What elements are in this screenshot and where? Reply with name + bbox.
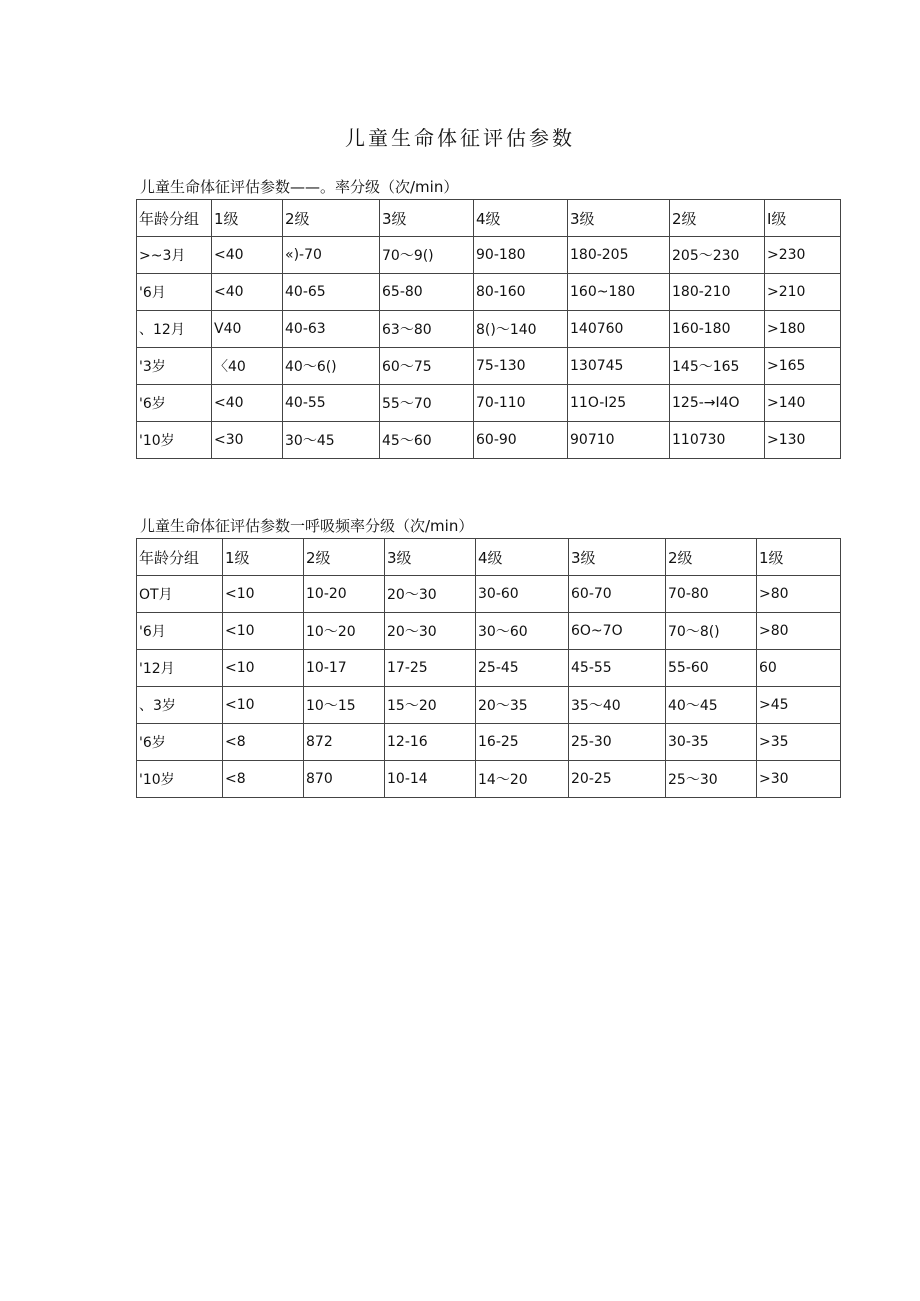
- table-cell: 8()～140: [474, 311, 568, 348]
- table-cell: 25～30: [666, 761, 757, 798]
- age-group-cell: OT月: [137, 576, 223, 613]
- table-row: [137, 385, 841, 422]
- column-header: 1级: [757, 539, 841, 576]
- table-cell: 20～30: [385, 576, 476, 613]
- table-cell: 35～40: [569, 687, 666, 724]
- table-cell: 11O-I25: [568, 385, 670, 422]
- table-header-row: [137, 200, 841, 237]
- table-cell: 65-80: [380, 274, 474, 311]
- table-cell: >230: [765, 237, 841, 274]
- table-cell: 180-205: [568, 237, 670, 274]
- table-cell: 60-90: [474, 422, 568, 459]
- table-cell: 40-55: [283, 385, 380, 422]
- table-cell: 125-→I4O: [670, 385, 765, 422]
- table-cell: 45～60: [380, 422, 474, 459]
- table-cell: 30～60: [476, 613, 569, 650]
- column-header: 4级: [476, 539, 569, 576]
- table-row: [137, 422, 841, 459]
- table-cell: >45: [757, 687, 841, 724]
- table-cell: 25-30: [569, 724, 666, 761]
- table-cell: 90-180: [474, 237, 568, 274]
- age-group-cell: 、3岁: [137, 687, 223, 724]
- column-header: 2级: [283, 200, 380, 237]
- page-title: 儿童生命体征评估参数: [345, 126, 575, 150]
- table-cell: V40: [212, 311, 283, 348]
- table-cell: 110730: [670, 422, 765, 459]
- respiratory-rate-table-caption: 儿童生命体征评估参数一呼吸频率分级（次/min）: [140, 517, 474, 535]
- column-header: 2级: [666, 539, 757, 576]
- table-cell: 63～80: [380, 311, 474, 348]
- table-cell: <40: [212, 274, 283, 311]
- table-cell: 10～20: [304, 613, 385, 650]
- table-cell: 30～45: [283, 422, 380, 459]
- table-cell: «)-70: [283, 237, 380, 274]
- table-row: [137, 613, 841, 650]
- table-cell: >140: [765, 385, 841, 422]
- table-cell: >180: [765, 311, 841, 348]
- table-cell: 75-130: [474, 348, 568, 385]
- column-header: 1级: [223, 539, 304, 576]
- table-cell: 10-17: [304, 650, 385, 687]
- column-header: 3级: [380, 200, 474, 237]
- table-row: [137, 687, 841, 724]
- table-cell: 20-25: [569, 761, 666, 798]
- table-cell: 80-160: [474, 274, 568, 311]
- age-group-cell: '6岁: [137, 385, 212, 422]
- table-cell: 205～230: [670, 237, 765, 274]
- column-header: 3级: [569, 539, 666, 576]
- table-cell: 140760: [568, 311, 670, 348]
- table-cell: 70～8(): [666, 613, 757, 650]
- age-group-cell: >~3月: [137, 237, 212, 274]
- table-cell: 〈40: [212, 348, 283, 385]
- column-header: 2级: [670, 200, 765, 237]
- table-cell: <30: [212, 422, 283, 459]
- table-cell: 25-45: [476, 650, 569, 687]
- table-row: [137, 650, 841, 687]
- table-cell: 160~180: [568, 274, 670, 311]
- table-cell: 70～9(): [380, 237, 474, 274]
- table-cell: <40: [212, 385, 283, 422]
- table-cell: >80: [757, 576, 841, 613]
- table-cell: 45-55: [569, 650, 666, 687]
- table-cell: 10～15: [304, 687, 385, 724]
- age-group-cell: '3岁: [137, 348, 212, 385]
- table-cell: 55-60: [666, 650, 757, 687]
- table-header-row: [137, 539, 841, 576]
- table-cell: 870: [304, 761, 385, 798]
- table-cell: 6O~7O: [569, 613, 666, 650]
- table-cell: >80: [757, 613, 841, 650]
- table-cell: >30: [757, 761, 841, 798]
- table-cell: 20～35: [476, 687, 569, 724]
- table-row: [137, 576, 841, 613]
- table-cell: 70-110: [474, 385, 568, 422]
- table-cell: <40: [212, 237, 283, 274]
- table-cell: >35: [757, 724, 841, 761]
- table-cell: 90710: [568, 422, 670, 459]
- table-row: [137, 311, 841, 348]
- table-cell: 40～45: [666, 687, 757, 724]
- table-cell: 55～70: [380, 385, 474, 422]
- table-row: [137, 724, 841, 761]
- column-header: 年龄分组: [137, 539, 223, 576]
- table-cell: 60-70: [569, 576, 666, 613]
- table-cell: >165: [765, 348, 841, 385]
- table-cell: 15～20: [385, 687, 476, 724]
- table-cell: 60～75: [380, 348, 474, 385]
- table-cell: 20～30: [385, 613, 476, 650]
- table-cell: <8: [223, 761, 304, 798]
- age-group-cell: '6岁: [137, 724, 223, 761]
- respiratory-rate-table: [136, 538, 841, 798]
- column-header: 1级: [212, 200, 283, 237]
- table-cell: 145～165: [670, 348, 765, 385]
- table-cell: 40-63: [283, 311, 380, 348]
- table-cell: <8: [223, 724, 304, 761]
- table-cell: 10-20: [304, 576, 385, 613]
- heart-rate-table-caption: 儿童生命体征评估参数——。率分级（次/min）: [140, 178, 459, 196]
- table-cell: <10: [223, 576, 304, 613]
- table-cell: 180-210: [670, 274, 765, 311]
- table-cell: 160-180: [670, 311, 765, 348]
- table-cell: <10: [223, 613, 304, 650]
- column-header: 3级: [568, 200, 670, 237]
- table-cell: 16-25: [476, 724, 569, 761]
- column-header: 3级: [385, 539, 476, 576]
- table-cell: <10: [223, 650, 304, 687]
- age-group-cell: '10岁: [137, 761, 223, 798]
- age-group-cell: '6月: [137, 274, 212, 311]
- age-group-cell: '10岁: [137, 422, 212, 459]
- table-cell: 40～6(): [283, 348, 380, 385]
- table-row: [137, 274, 841, 311]
- column-header: 4级: [474, 200, 568, 237]
- table-cell: 10-14: [385, 761, 476, 798]
- table-cell: 60: [757, 650, 841, 687]
- table-cell: 30-35: [666, 724, 757, 761]
- table-cell: >130: [765, 422, 841, 459]
- table-row: [137, 348, 841, 385]
- table-cell: 130745: [568, 348, 670, 385]
- table-row: [137, 761, 841, 798]
- table-cell: <10: [223, 687, 304, 724]
- heart-rate-table: [136, 199, 841, 459]
- table-cell: 17-25: [385, 650, 476, 687]
- column-header: 2级: [304, 539, 385, 576]
- age-group-cell: '12月: [137, 650, 223, 687]
- age-group-cell: '6月: [137, 613, 223, 650]
- age-group-cell: 、12月: [137, 311, 212, 348]
- table-row: [137, 237, 841, 274]
- table-cell: 14～20: [476, 761, 569, 798]
- table-cell: 872: [304, 724, 385, 761]
- table-cell: 12-16: [385, 724, 476, 761]
- column-header: 年龄分组: [137, 200, 212, 237]
- table-cell: >210: [765, 274, 841, 311]
- column-header: I级: [765, 200, 841, 237]
- table-cell: 30-60: [476, 576, 569, 613]
- table-cell: 70-80: [666, 576, 757, 613]
- table-cell: 40-65: [283, 274, 380, 311]
